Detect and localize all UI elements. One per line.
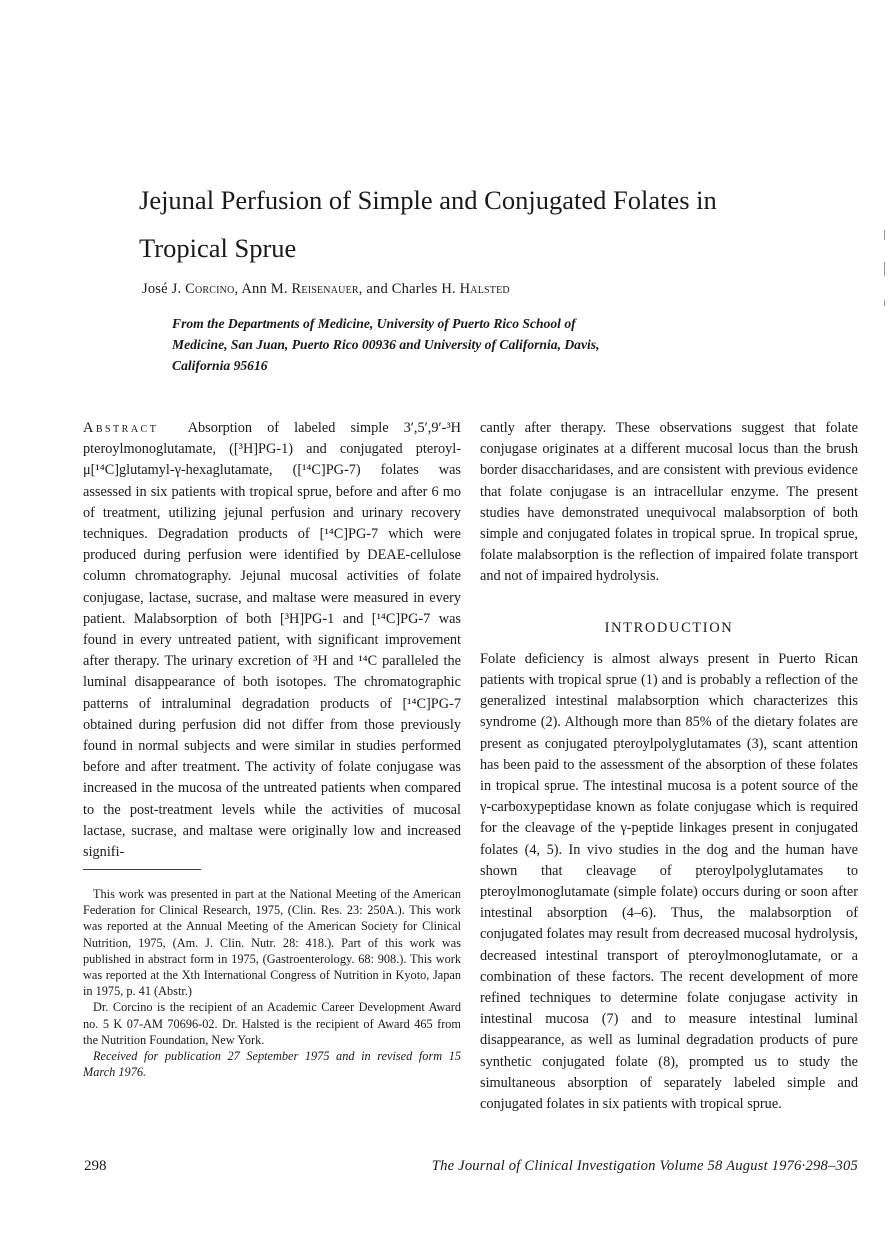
footnote-awards: Dr. Corcino is the recipient of an Academic Career Development Award no. 5 K 07-AM 70696-02. Dr. Halsted is the recipient of Award 465 from the Nutrition Foundation, New York. (83, 1000, 461, 1047)
author-3: Charles H. Halsted (391, 281, 510, 297)
article-title: Jejunal Perfusion of Simple and Conjugated Folates in Tropical Sprue (139, 185, 717, 263)
running-footer: The Journal of Clinical Investigation Volume 58 August 1976·298–305 (431, 1158, 858, 1174)
abstract-text: Absorption of labeled simple 3′,5′,9′-³H pteroylmonoglutamate, ([³H]PG-1) and conjugated pteroyl-μ[¹⁴C]glutamyl-γ-hexaglutamate, ([¹⁴C]PG-7) folates was assessed in six patients with tropical sprue, before and after 6 mo of treatment, utilizing jejunal perfusion and urinary recovery techniques. Degradation products of [¹⁴C]PG-7 which were produced during perfusion were identified by DEAE-cellulose column chromatography. Jejunal mucosal activities of folate conjugase, lactase, sucrase, and maltase were measured in every patient. Malabsorption of both [³H]PG-1 and [¹⁴C]PG-7 was found in every untreated patient, with significant improvement after therapy. The urinary excretion of ³H and ¹⁴C paralleled the luminal disappearance of both isotopes. The chromatographic patterns of intraluminal degradation products of [¹⁴C]PG-7 obtained during perfusion did not differ from those previously found in normal subjects and were similar in studies performed before and after treatment. The activity of folate conjugase was increased in the mucosa of the untreated patients when compared to the post-treatment levels while the activities of mucosal lactase, sucrase, and maltase were originally low and increased signifi- (83, 420, 461, 861)
right-column (480, 418, 858, 1115)
page-number: 298 (84, 1158, 107, 1174)
introduction-heading: INTRODUCTION (604, 619, 734, 636)
scan-edge-mark (884, 262, 885, 276)
author-1: José J. Corcino (142, 281, 235, 297)
left-column (83, 418, 461, 863)
introduction-text: Folate deficiency is almost always present in Puerto Rican patients with tropical sprue (1) and is probably a reflection of the generalized intestinal malabsorption which characterizes this syndrome (2). Although more than 85% of the dietary folates are present as conjugated pteroylpolyglutamates (3), scant attention has been paid to the assessment of the absorption of these folates in tropical sprue. The intestinal mucosa is a potent source of the γ-carboxypeptidase known as folate conjugase which is required for the cleavage of the γ-peptide linkages present in conjugated folates (4, 5). In vivo studies in the dog and the human have shown that cleavage of pteroylpolyglutamates to pteroylmonoglutamate (simple folate) occurs during or soon after intestinal absorption (4–6). Thus, the malabsorption of conjugated folates may result from decreased mucosal hydrolysis, decreased intestinal transport of pteroylmonoglutamate, or a combination of these factors. The recent development of more refined techniques to determine folate conjugase activity in intestinal mucosa (7) and to measure intestinal luminal disappearance, as well as luminal degradation products of pure synthetic conjugated folate (8), prompted us to study the simultaneous absorption of separately labeled simple and conjugated folates in six patients with tropical sprue. (480, 650, 858, 1113)
footnotes (83, 886, 461, 1080)
scan-edge-mark (884, 230, 885, 240)
scan-edge-mark (884, 300, 885, 306)
abstract-continuation: cantly after therapy. These observations suggest that folate conjugase originates at a different mucosal locus than the brush border disaccharidases, and are consistent with previous evidence that folate conjugase is an intracellular enzyme. The present studies have demonstrated unequivocal malabsorption of both simple and conjugated folates in tropical sprue. In tropical sprue, folate malabsorption is the reflection of impaired folate transport and not of impaired hydrolysis. (480, 420, 858, 585)
abstract-label: Abstract (83, 420, 159, 436)
abstract (83, 418, 461, 863)
author-list: José J. Corcino, Ann M. Reisenauer, and Charles H. Halsted (142, 281, 510, 297)
author-conjunction: and (366, 281, 388, 297)
author-2: Ann M. Reisenauer (241, 281, 359, 297)
footnote-divider (83, 869, 201, 870)
footnote-presented: This work was presented in part at the National Meeting of the American Federation for Clinical Research, 1975, (Clin. Res. 23: 250A.). This work was reported at the Annual Meeting of the American Society for Clinical Nutrition, 1975, (Am. J. Clin. Nutr. 28: 418.). Part of this work was published in abstract form in 1975, (Gastroenterology. 68: 908.). This work was reported at the Xth International Congress of Nutrition in Kyoto, Japan in 1975, p. 41 (Abstr.) (83, 887, 461, 999)
author-affiliation: From the Departments of Medicine, University of Puerto Rico School of Medicine, San Juan, Puerto Rico 00936 and University of California, Davis, California 95616 (172, 316, 600, 373)
footnote-received: Received for publication 27 September 1975 and in revised form 15 March 1976. (83, 1049, 461, 1080)
